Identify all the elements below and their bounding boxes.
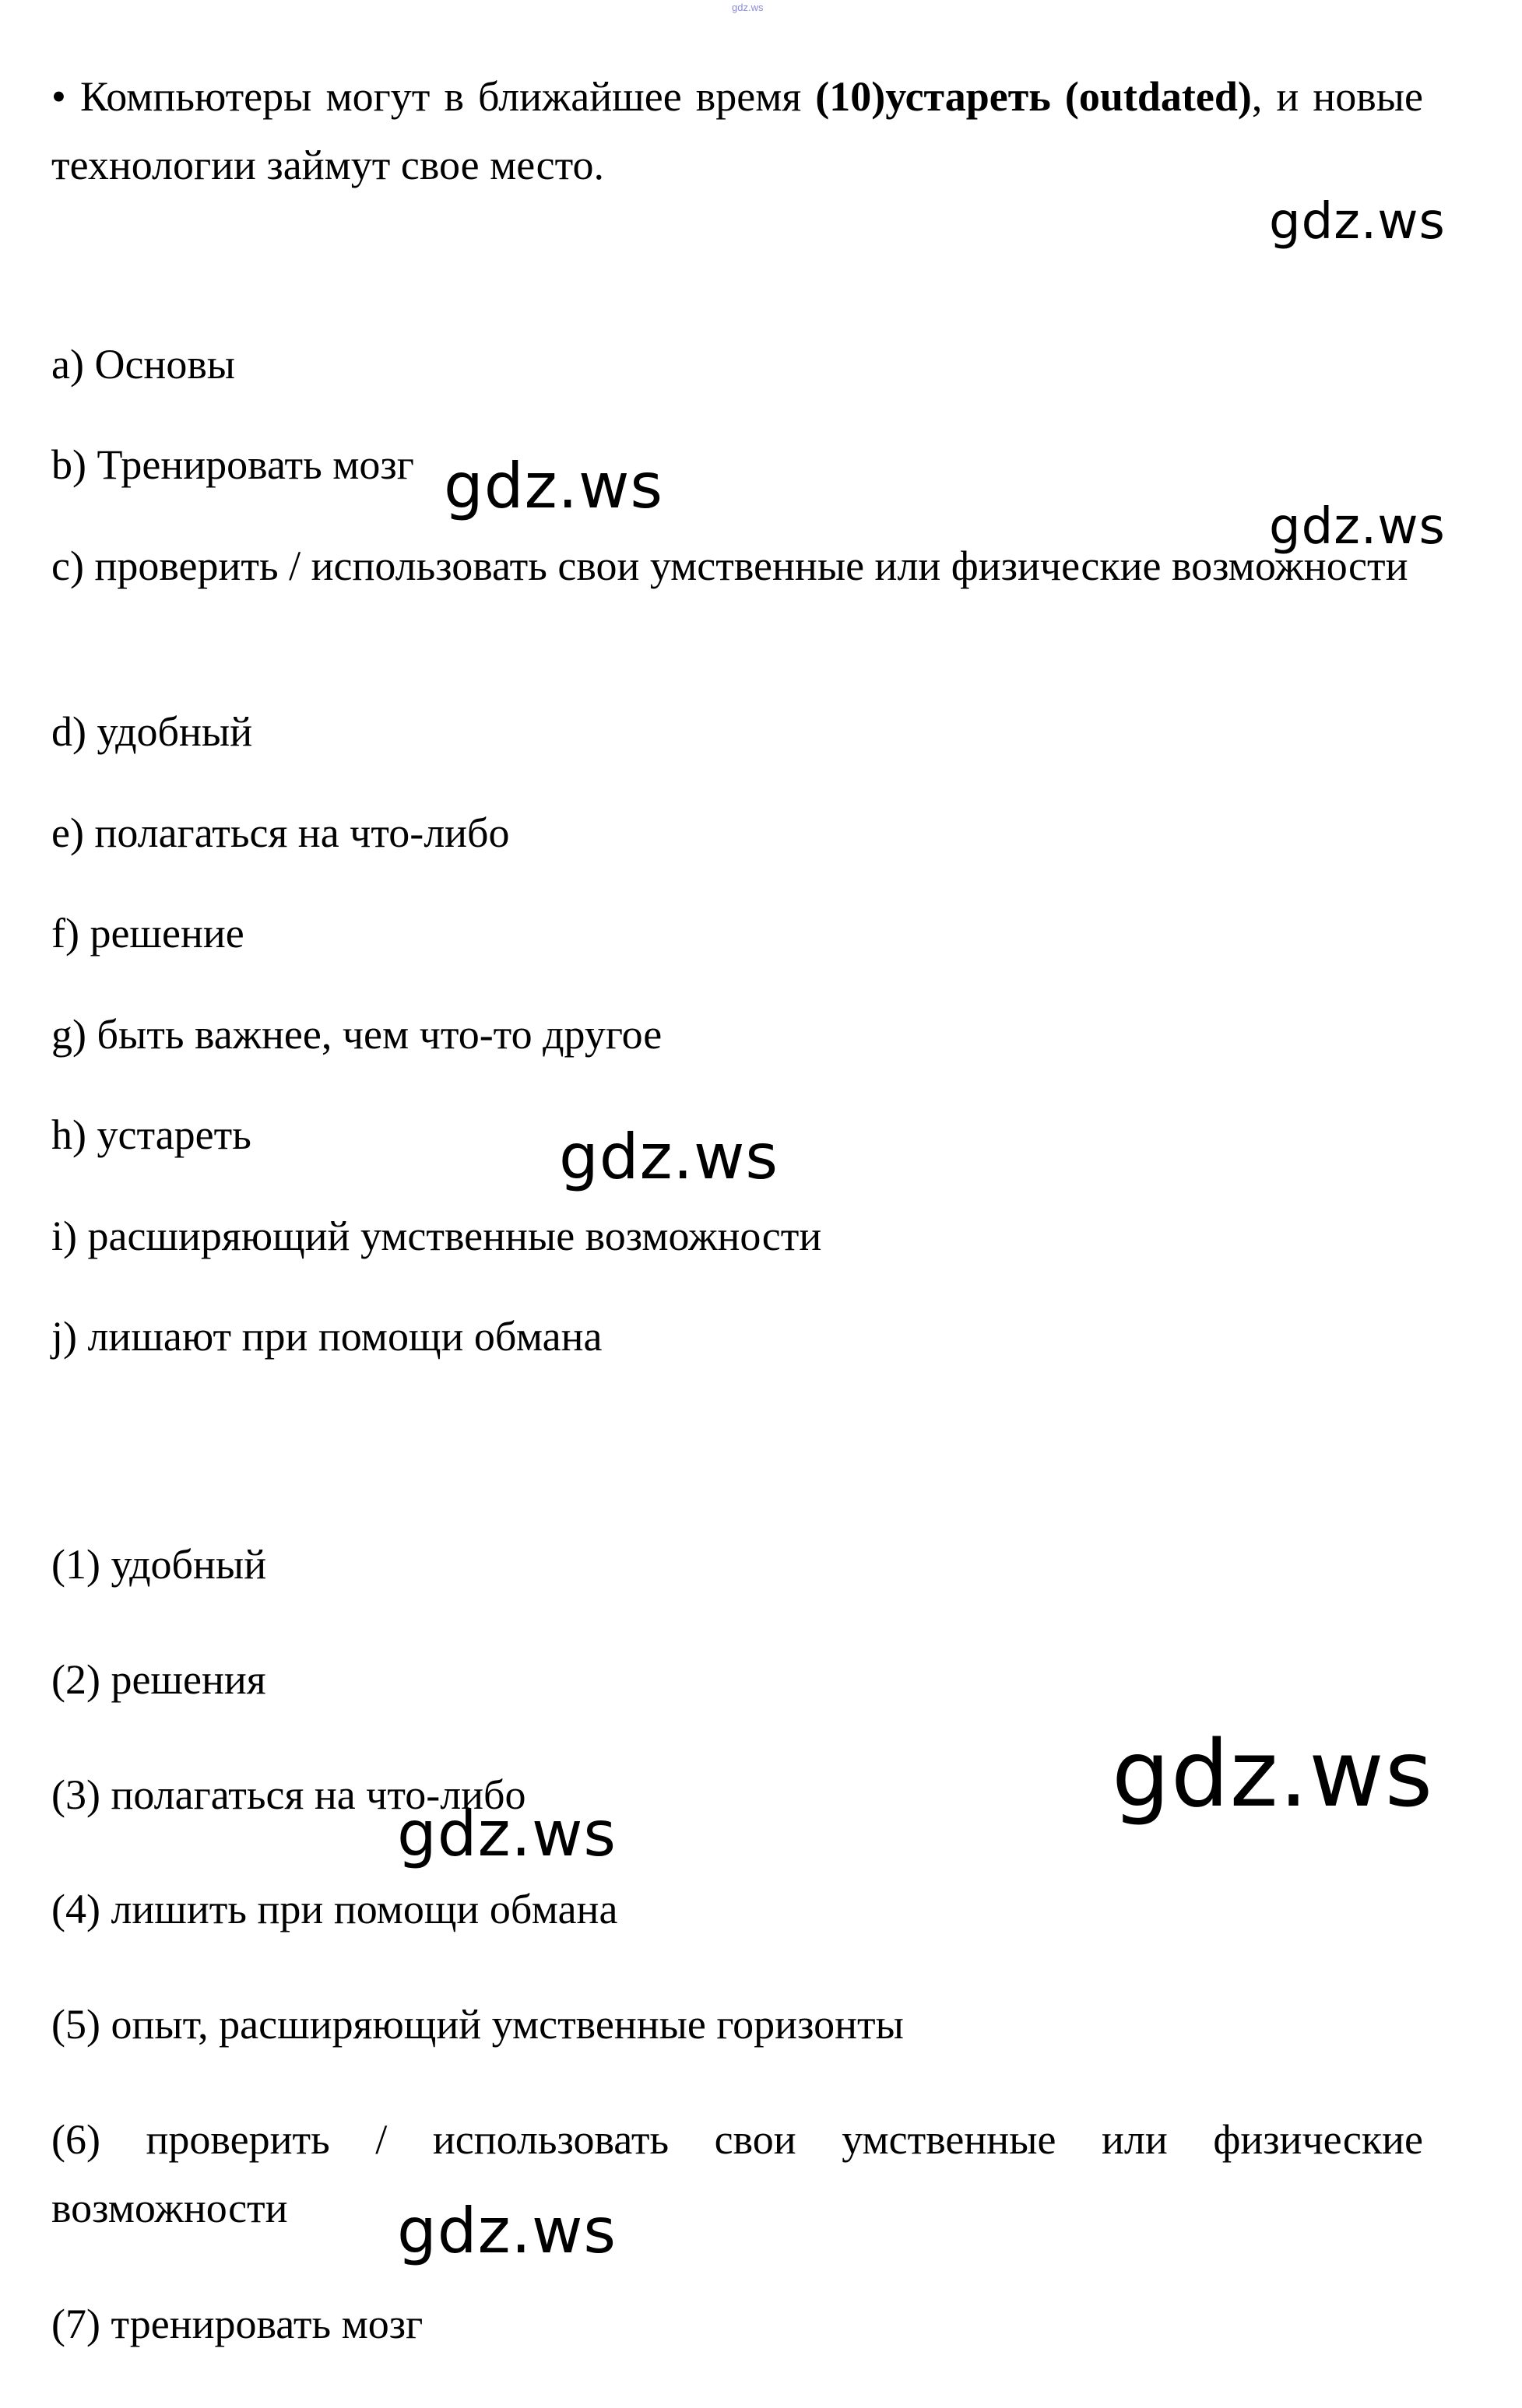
definition-item-h: h) устареть [51, 1111, 251, 1158]
definition-item-g: g) быть важнее, чем что-то другое [51, 1011, 663, 1058]
definition-item-c: c) проверить / использовать свои умственные или физические возможности [51, 542, 1408, 589]
answer-item-2: (2) решения [51, 1656, 266, 1703]
answer-item-1: (1) удобный [51, 1541, 267, 1588]
answer-item-5: (5) опыт, расширяющий умственные горизонты [51, 2001, 904, 2048]
watermark: gdz.ws [397, 1798, 617, 1870]
watermark: gdz.ws [1112, 1720, 1434, 1827]
watermark: gdz.ws [397, 2195, 617, 2267]
intro-text-before: • Компьютеры могут в ближайшее время [51, 73, 816, 120]
definition-item-i: i) расширяющий умственные возможности [51, 1213, 822, 1259]
answer-item-6: (6) проверить / использовать свои умственные или физические возможности [51, 2116, 1423, 2231]
answer-item-3: (3) полагаться на что-либо [51, 1771, 526, 1818]
watermark: gdz.ws [444, 450, 664, 522]
answer-item-7: (7) тренировать мозг [51, 2301, 424, 2347]
watermark: gdz.ws [559, 1121, 779, 1193]
definition-item-f: f) решение [51, 910, 244, 957]
definition-item-d: d) удобный [51, 708, 253, 755]
definition-item-b: b) Тренировать мозг [51, 441, 414, 488]
header-watermark: gdz.ws [732, 2, 764, 13]
definition-item-e: e) полагаться на что-либо [51, 809, 510, 856]
answer-item-4: (4) лишить при помощи обмана [51, 1886, 618, 1932]
watermark: gdz.ws [1269, 193, 1446, 251]
intro-sentence [51, 62, 1423, 199]
definition-item-a: a) Основы [51, 341, 236, 388]
definition-item-j: j) лишают при помощи обмана [51, 1313, 603, 1360]
intro-bold-term: (10)устареть (outdated) [815, 73, 1252, 120]
watermark: gdz.ws [1269, 498, 1446, 556]
intro-text-after: , и новые технологии займут свое место. [51, 73, 1424, 188]
